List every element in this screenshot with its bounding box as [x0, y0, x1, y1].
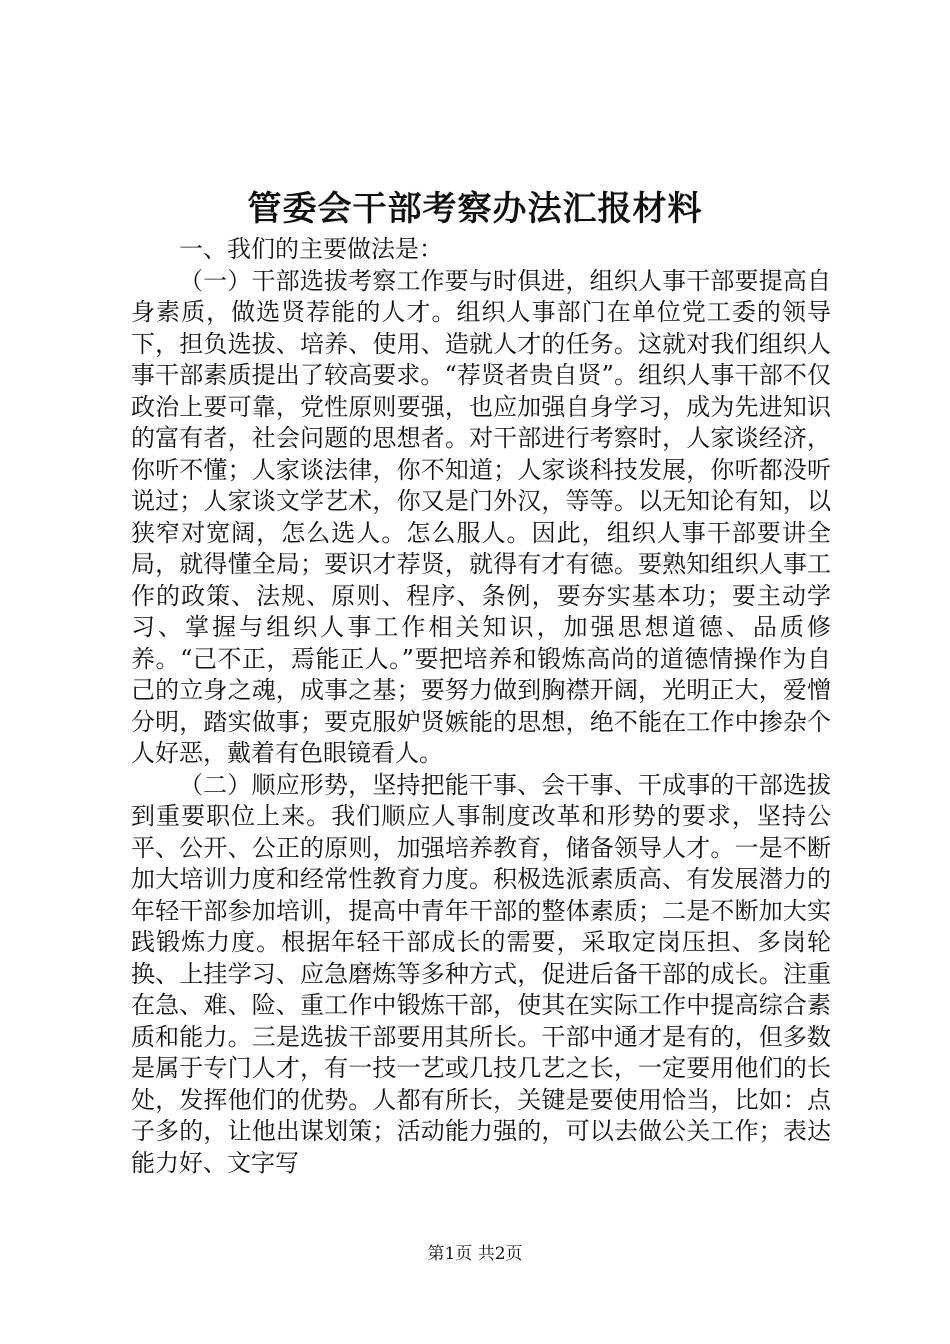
page-footer: 第1页 共2页	[427, 1244, 523, 1264]
section-heading: 一、我们的主要做法是：	[179, 235, 443, 263]
paragraph-2: （二）顺应形势，坚持把能干事、会干事、干成事的干部选拔到重要职位上来。我们顺应人事制度改革和形势的要求，坚持公平、公开、公正的原则，加强培养教育，储备领导人才。一是不断加大培训力度和经常性教育力度。积极选派素质高、有发展潜力的年轻干部参加培训，提高中青年干部的整体素质；二是不断加大实践锻炼力度。根据年轻干部成长的需要，采取定岗压担、多岗轮换、上挂学习、应急磨炼等多种方式，促进后备干部的成长。注重在急、难、险、重工作中锻炼干部，使其在实际工作中提高综合素质和能力。三是选拔干部要用其所长。干部中通才是有的，但多数是属于专门人才，有一技一艺或几技几艺之长，一定要用他们的长处，发挥他们的优势。人都有所长，关键是要使用恰当，比如：点子多的，让他出谋划策；活动能力强的，可以去做公关工作；表达能力好、文字写	[131, 770, 831, 1177]
paragraph-1: （一）干部选拔考察工作要与时俱进，组织人事干部要提高自身素质，做选贤荐能的人才。组织人事部门在单位党工委的领导下，担负选拔、培养、使用、造就人才的任务。这就对我们组织人事干部素质提出了较高要求。“荐贤者贵自贤”。组织人事干部不仅政治上要可靠，党性原则要强，也应加强自身学习，成为先进知识的富有者，社会问题的思想者。对干部进行考察时，人家谈经济，你听不懂；人家谈法律，你不知道；人家谈科技发展，你听都没听说过；人家谈文学艺术，你又是门外汉，等等。以无知论有知，以狭窄对宽阔，怎么选人。怎么服人。因此，组织人事干部要讲全局，就得懂全局；要识才荐贤，就得有才有德。要熟知组织人事工作的政策、法规、原则、程序、条例，要夯实基本功；要主动学习、掌握与组织人事工作相关知识，加强思想道德、品质修养。“己不正，焉能正人。”要把培养和锻炼高尚的道德情操作为自己的立身之魂，成事之基；要努力做到胸襟开阔，光明正大，爱憎分明，踏实做事；要克服妒贤嫉能的思想，绝不能在工作中掺杂个人好恶，戴着有色眼镜看人。	[131, 266, 831, 767]
document-title: 管委会干部考察办法汇报材料	[247, 189, 703, 229]
document-body	[131, 234, 831, 1179]
